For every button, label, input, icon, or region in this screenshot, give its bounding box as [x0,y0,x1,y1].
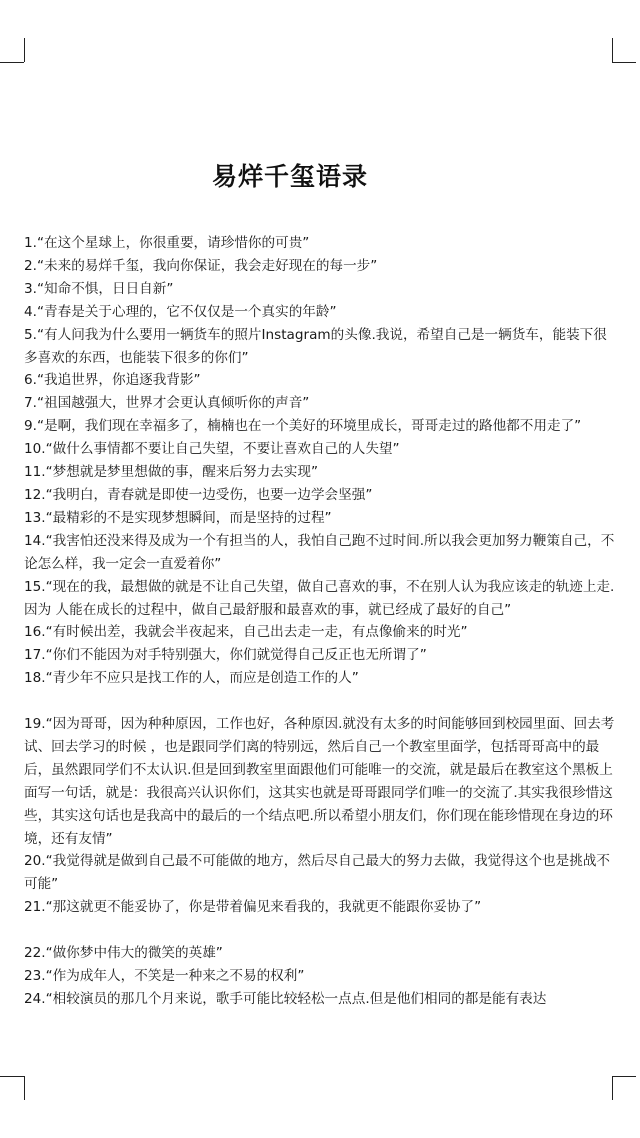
quote-item: 4.“青春是关于心理的，它不仅仅是一个真实的年龄” [24,303,337,320]
quote-item: 15.“现在的我，最想做的就是不让自己失望，做自己喜欢的事，不在别人认为我应该走的轨迹上走.因为 人能在成长的过程中，做自己最舒服和最喜欢的事，就已经成了最好的自己” [24,578,615,618]
quote-item: 10.“做什么事情都不要让自己失望，不要让喜欢自己的人失望” [24,441,400,458]
quote-item: 18.“青少年不应只是找工作的人，而应是创造工作的人” [24,670,359,687]
quote-item: 19.“因为哥哥，因为种种原因，工作也好，各种原因.就没有太多的时间能够回到校园里面、回去考试、回去学习的时候 ，也是跟同学们离的特别远，然后自己一个教室里面学，包括哥哥高中的最后，虽然跟同学们不太认识.但是回到教室里面跟他们可能唯一的交流，就是最后在教室这个黑板上面写一句话，就是：我很高兴认识你们，这其实也就是哥哥跟同学们唯一的交流了.其实我很珍惜这些，其实这句话也是我高中的最后的一个结点吧.所以希望小朋友们，你们现在能珍惜现在身边的环境，还有友情” [24,716,615,847]
quote-item: 14.“我害怕还没来得及成为一个有担当的人，我怕自己跑不过时间.所以我会更加努力鞭策自己，不论怎么样，我一定会一直爱着你” [24,532,615,572]
quote-item: 1.“在这个星球上，你很重要，请珍惜你的可贵” [24,235,310,251]
quote-item: 2.“未来的易烊千玺，我向你保证，我会走好现在的每一步” [24,257,378,274]
quote-item: 17.“你们不能因为对手特别强大，你们就觉得自己反正也无所谓了” [24,647,427,664]
quote-item: 5.“有人问我为什么要用一辆货车的照片Instagram的头像.我说，希望自己是一辆货车，能装下很多喜欢的东西，也能装下很多的你们” [24,326,607,366]
quote-item: 20.“我觉得就是做到自己最不可能做的地方，然后尽自己最大的努力去做，我觉得这个也是挑战不可能” [24,853,611,893]
quote-item: 11.“梦想就是梦里想做的事，醒来后努力去实现” [24,464,318,481]
quote-item: 12.“我明白，青春就是即使一边受伤，也要一边学会坚强” [24,486,373,503]
quote-item: 21.“那这就更不能妥协了，你是带着偏见来看我的，我就更不能跟你妥协了” [24,899,482,916]
quote-item: 16.“有时候出差，我就会半夜起来，自己出去走一走，有点像偷来的时光” [24,624,468,641]
quote-item: 13.“最精彩的不是实现梦想瞬间，而是坚持的过程” [24,509,332,526]
quote-item: 3.“知命不惧，日日自新” [24,280,174,297]
quote-item: 24.“相较演员的那几个月来说，歌手可能比较轻松一点点.但是他们相同的都是能有表达 [24,990,547,1007]
quote-item: 7.“祖国越强大，世界才会更认真倾听你的声音” [24,395,310,412]
quote-item: 23.“作为成年人，不笑是一种来之不易的权利” [24,967,305,984]
quote-item: 22.“做你梦中伟大的微笑的英雄” [24,945,223,962]
quote-item: 6.“我追世界，你追逐我背影” [24,372,201,389]
quote-list [24,232,616,1011]
quote-item: 9.“是啊，我们现在幸福多了，楠楠也在一个美好的环境里成长，哥哥走过的路他都不用走了” [24,418,582,435]
page-title: 易烊千玺语录 [211,161,368,191]
